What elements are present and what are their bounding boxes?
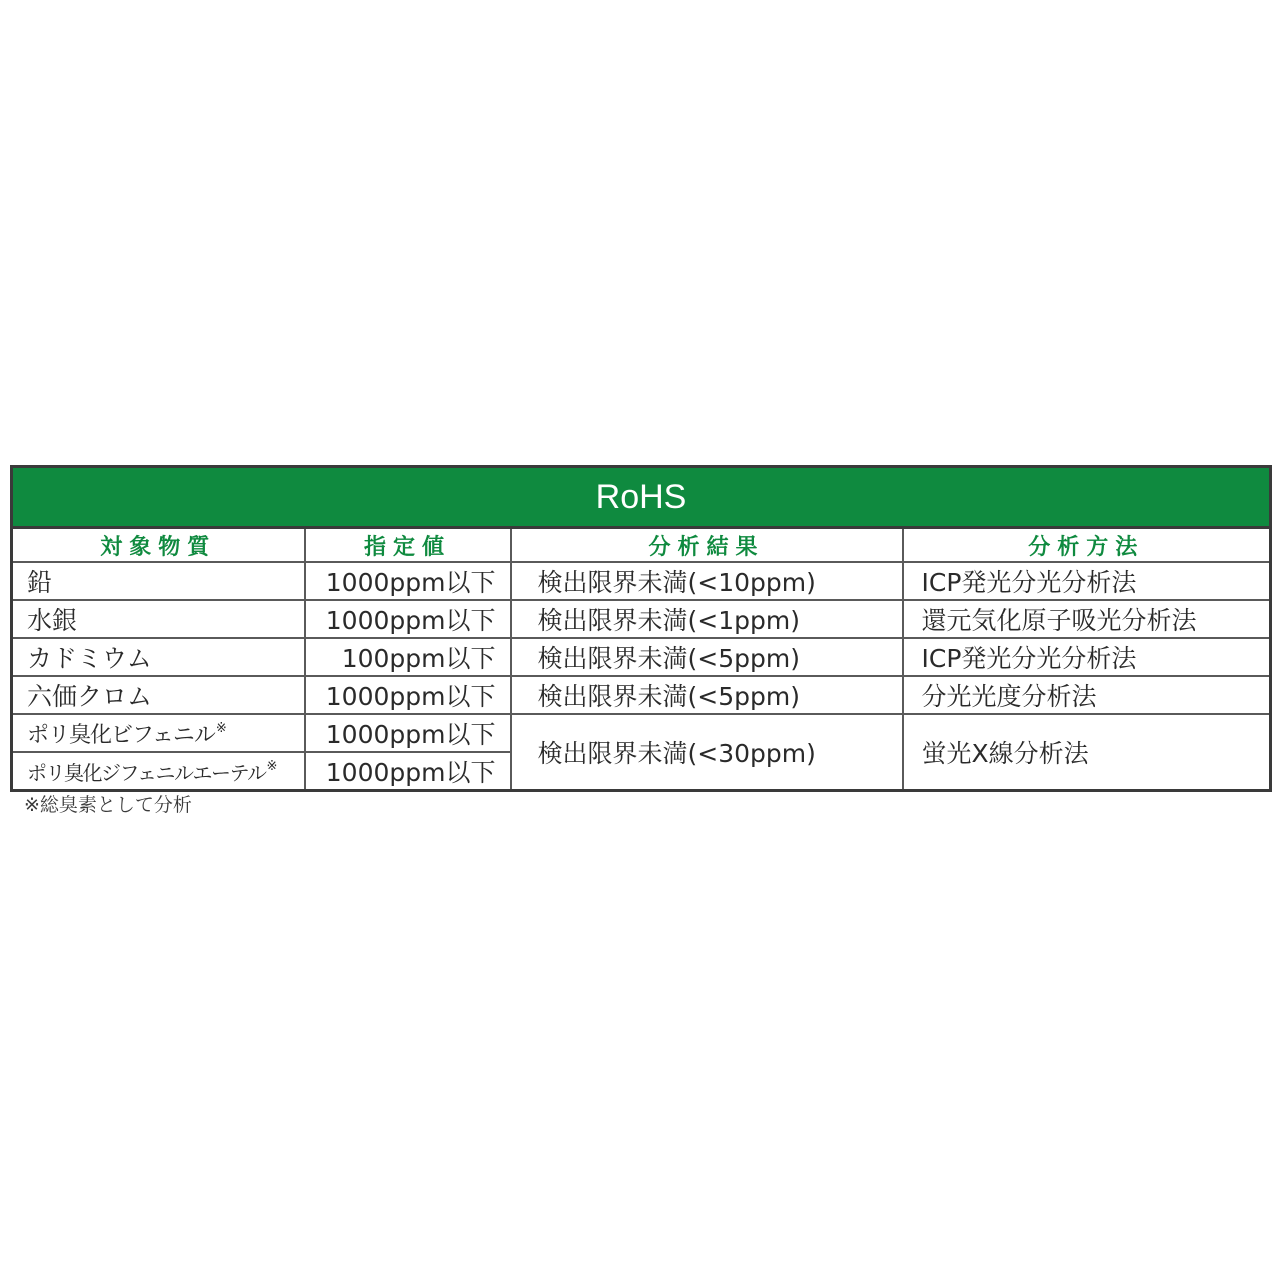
limit-cell: 100ppm以下 [305,638,511,676]
method-cell: 分光光度分析法 [903,676,1271,714]
substance-cell [12,752,305,791]
header-limit: 指定値 [305,528,511,563]
method-cell: ICP発光分光分析法 [903,562,1271,600]
header-result: 分析結果 [511,528,903,563]
footnote-mark: ※ [215,721,227,737]
method-cell-merged: 蛍光X線分析法 [903,714,1271,791]
result-cell: 検出限界未満(<10ppm) [511,562,903,600]
substance-cell: 水銀 [12,600,305,638]
rohs-table [10,465,1272,792]
footnote: ※総臭素として分析 [24,794,192,816]
table-row [12,714,1271,752]
substance-cell [12,714,305,752]
table-row [12,638,1271,676]
substance-cell: 六価クロム [12,676,305,714]
header-substance: 対象物質 [12,528,305,563]
limit-cell: 1000ppm以下 [305,714,511,752]
footnote-mark: ※ [266,759,278,775]
table-row [12,562,1271,600]
table-title: RoHS [12,467,1271,528]
result-cell: 検出限界未満(<5ppm) [511,638,903,676]
rohs-table-container [10,465,1269,792]
substance-name: ポリ臭化ジフェニルエーテル [27,760,266,785]
header-method: 分析方法 [903,528,1271,563]
method-cell: 還元気化原子吸光分析法 [903,600,1271,638]
limit-cell: 1000ppm以下 [305,676,511,714]
substance-name: ポリ臭化ビフェニル [27,722,215,748]
header-row [12,528,1271,563]
substance-cell: 鉛 [12,562,305,600]
limit-cell: 1000ppm以下 [305,562,511,600]
result-cell: 検出限界未満(<5ppm) [511,676,903,714]
limit-cell: 1000ppm以下 [305,600,511,638]
method-cell: ICP発光分光分析法 [903,638,1271,676]
result-cell-merged: 検出限界未満(<30ppm) [511,714,903,791]
table-row [12,600,1271,638]
result-cell: 検出限界未満(<1ppm) [511,600,903,638]
limit-cell: 1000ppm以下 [305,752,511,791]
substance-cell: カドミウム [12,638,305,676]
table-row [12,676,1271,714]
